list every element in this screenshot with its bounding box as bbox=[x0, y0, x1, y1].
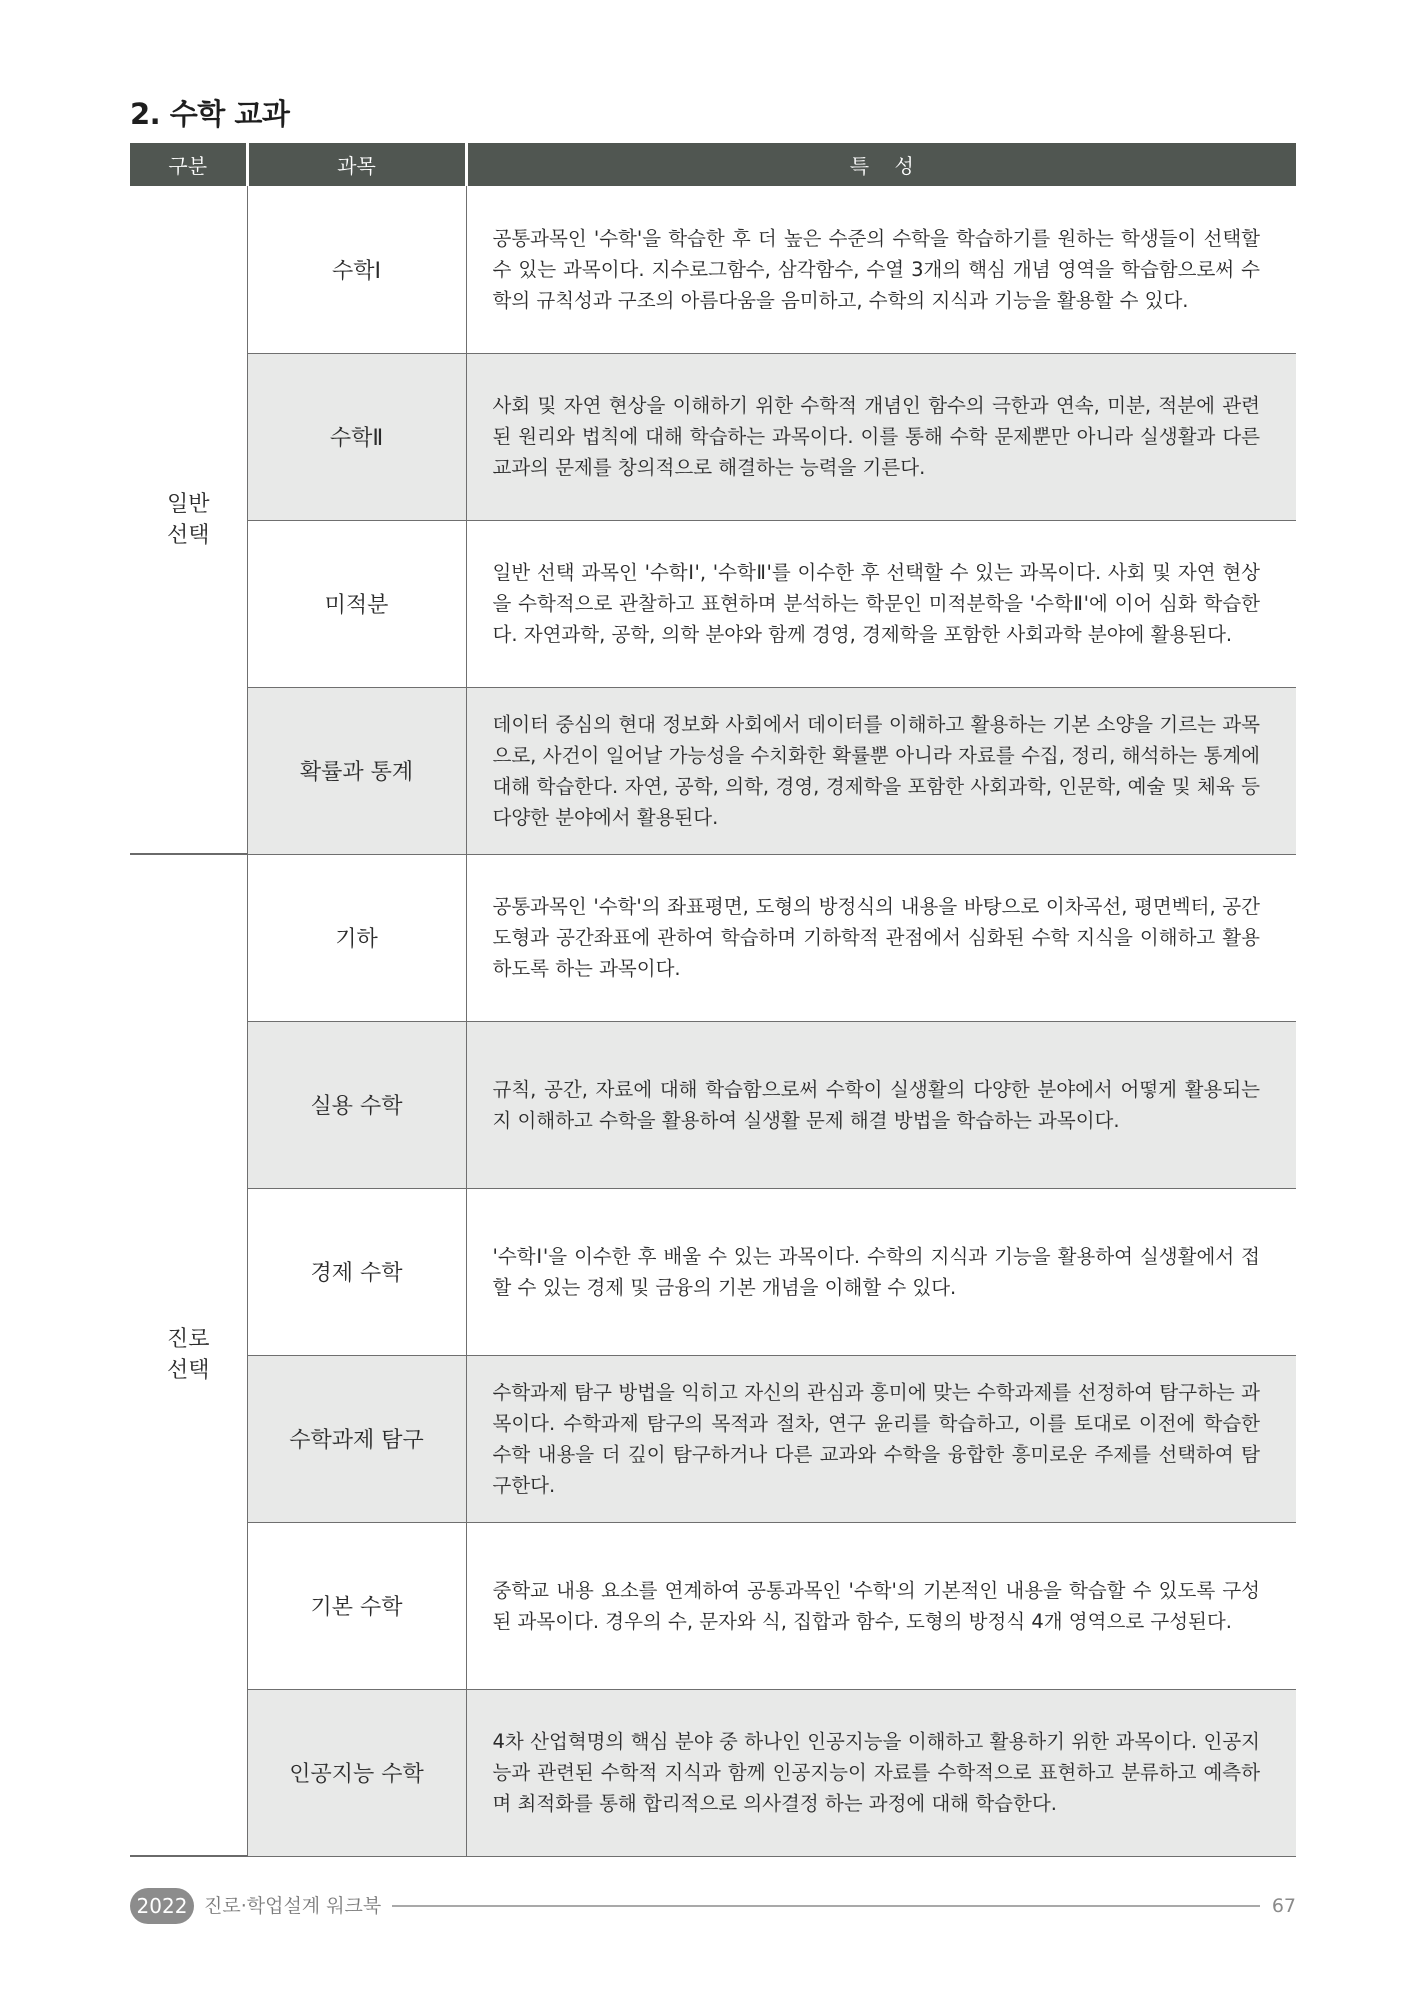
description-cell: 일반 선택 과목인 '수학Ⅰ', '수학Ⅱ'를 이수한 후 선택할 수 있는 과목이다. 사회 및 자연 현상을 수학적으로 관찰하고 표현하며 분석하는 학문인 미적분학을 '수학Ⅱ'에 이어 심화 학습한다. 자연과학, 공학, 의학 분야와 함께 경영, 경제학을 포함한 사회과학 분야에 활용된다. bbox=[466, 520, 1296, 687]
table-row bbox=[130, 1021, 1296, 1188]
subject-cell: 기하 bbox=[247, 854, 466, 1021]
table-row bbox=[130, 1188, 1296, 1355]
subject-cell: 수학Ⅰ bbox=[247, 186, 466, 353]
description-cell: '수학Ⅰ'을 이수한 후 배울 수 있는 과목이다. 수학의 지식과 기능을 활용하여 실생활에서 접할 수 있는 경제 및 금융의 기본 개념을 이해할 수 있다. bbox=[466, 1188, 1296, 1355]
table-row bbox=[130, 687, 1296, 854]
table-row bbox=[130, 1689, 1296, 1856]
table-row bbox=[130, 1355, 1296, 1522]
subject-cell: 실용 수학 bbox=[247, 1021, 466, 1188]
description-cell: 공통과목인 '수학'의 좌표평면, 도형의 방정식의 내용을 바탕으로 이차곡선, 평면벡터, 공간도형과 공간좌표에 관하여 학습하며 기하학적 관점에서 심화된 수학 지식을 이해하고 활용하도록 하는 과목이다. bbox=[466, 854, 1296, 1021]
description-cell: 4차 산업혁명의 핵심 분야 중 하나인 인공지능을 이해하고 활용하기 위한 과목이다. 인공지능과 관련된 수학적 지식과 함께 인공지능이 자료를 수학적으로 표현하고 분류하고 예측하며 최적화를 통해 합리적으로 의사결정 하는 과정에 대해 학습한다. bbox=[466, 1689, 1296, 1856]
category-career-elective bbox=[130, 854, 247, 1856]
book-title: 진로·학업설계 워크북 bbox=[204, 1895, 382, 1917]
description-cell: 공통과목인 '수학'을 학습한 후 더 높은 수준의 수학을 학습하기를 원하는 학생들이 선택할 수 있는 과목이다. 지수로그함수, 삼각함수, 수열 3개의 핵심 개념 영역을 학습함으로써 수학의 규칙성과 구조의 아름다움을 음미하고, 수학의 지식과 기능을 활용할 수 있다. bbox=[466, 186, 1296, 353]
table-row bbox=[130, 186, 1296, 353]
subject-cell: 기본 수학 bbox=[247, 1522, 466, 1689]
description-cell: 사회 및 자연 현상을 이해하기 위한 수학적 개념인 함수의 극한과 연속, 미분, 적분에 관련된 원리와 법칙에 대해 학습하는 과목이다. 이를 통해 수학 문제뿐만 아니라 실생활과 다른 교과의 문제를 창의적으로 해결하는 능력을 기른다. bbox=[466, 353, 1296, 520]
table-header-row bbox=[130, 143, 1296, 186]
header-characteristics: 특 성 bbox=[466, 143, 1296, 186]
category-general-elective bbox=[130, 186, 247, 854]
page-footer bbox=[130, 1888, 1296, 1924]
description-cell: 데이터 중심의 현대 정보화 사회에서 데이터를 이해하고 활용하는 기본 소양을 기르는 과목으로, 사건이 일어날 가능성을 수치화한 확률뿐 아니라 자료를 수집, 정리, 해석하는 통계에 대해 학습한다. 자연, 공학, 의학, 경영, 경제학을 포함한 사회과학, 인문학, 예술 및 체육 등 다양한 분야에서 활용된다. bbox=[466, 687, 1296, 854]
table-row bbox=[130, 854, 1296, 1021]
subject-cell: 확률과 통계 bbox=[247, 687, 466, 854]
description-cell: 수학과제 탐구 방법을 익히고 자신의 관심과 흥미에 맞는 수학과제를 선정하여 탐구하는 과목이다. 수학과제 탐구의 목적과 절차, 연구 윤리를 학습하고, 이를 토대로 이전에 학습한 수학 내용을 더 깊이 탐구하거나 다른 교과와 수학을 융합한 흥미로운 주제를 선택하여 탐구한다. bbox=[466, 1355, 1296, 1522]
table-row bbox=[130, 520, 1296, 687]
footer-divider bbox=[392, 1905, 1260, 1907]
subject-cell: 수학과제 탐구 bbox=[247, 1355, 466, 1522]
category-label: 진로 선택 bbox=[166, 1327, 210, 1383]
subject-cell: 인공지능 수학 bbox=[247, 1689, 466, 1856]
subject-cell: 수학Ⅱ bbox=[247, 353, 466, 520]
subject-cell: 경제 수학 bbox=[247, 1188, 466, 1355]
description-cell: 중학교 내용 요소를 연계하여 공통과목인 '수학'의 기본적인 내용을 학습할 수 있도록 구성된 과목이다. 경우의 수, 문자와 식, 집합과 함수, 도형의 방정식 4개 영역으로 구성된다. bbox=[466, 1522, 1296, 1689]
category-label: 일반 선택 bbox=[166, 491, 210, 548]
header-category: 구분 bbox=[130, 143, 247, 186]
year-badge: 2022 bbox=[130, 1888, 194, 1924]
table-row bbox=[130, 353, 1296, 520]
subject-cell: 미적분 bbox=[247, 520, 466, 687]
math-subjects-table bbox=[130, 143, 1296, 1857]
page-number: 67 bbox=[1271, 1895, 1296, 1917]
header-subject: 과목 bbox=[247, 143, 466, 186]
table-row bbox=[130, 1522, 1296, 1689]
section-title: 2. 수학 교과 bbox=[130, 97, 290, 131]
description-cell: 규칙, 공간, 자료에 대해 학습함으로써 수학이 실생활의 다양한 분야에서 어떻게 활용되는지 이해하고 수학을 활용하여 실생활 문제 해결 방법을 학습하는 과목이다. bbox=[466, 1021, 1296, 1188]
